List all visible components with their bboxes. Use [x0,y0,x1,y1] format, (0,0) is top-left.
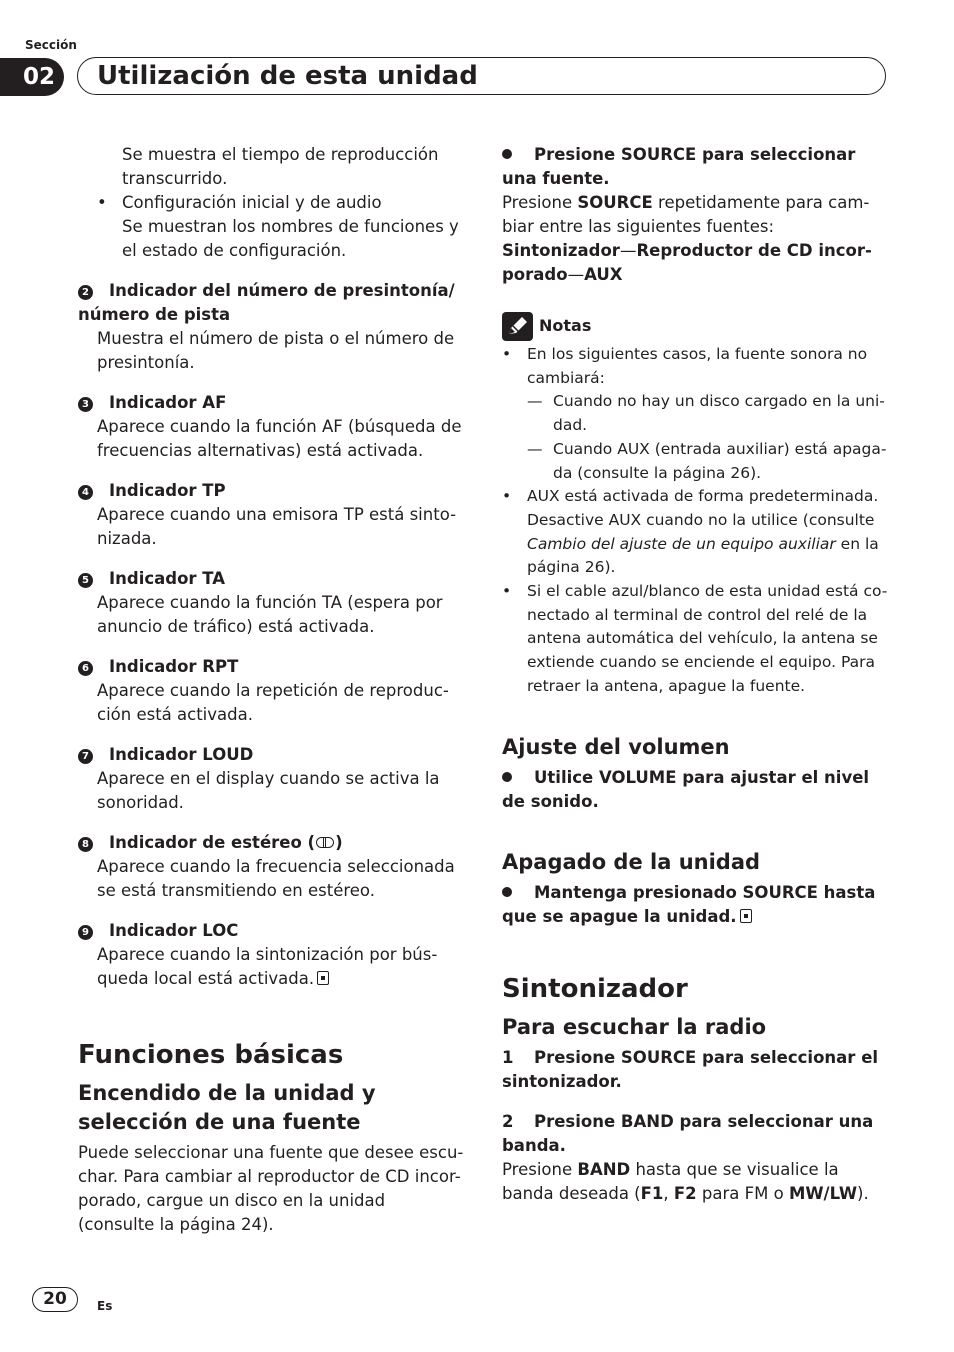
number-9-icon: 9 [78,925,93,940]
indicator-3-text: Aparece cuando la función AF (búsqueda de frecuencias alternativas) está activada. [97,417,462,460]
number-4-icon: 4 [78,485,93,500]
number-7-icon: 7 [78,749,93,764]
tuner-heading: Sintonizador [502,973,688,1004]
bullet-text: Se muestran los nombres de funciones y el estado de configuración. [122,217,459,260]
indicator-4-text: Aparece cuando una emisora TP está sinto-nizada. [97,505,457,548]
note-dash-item: — Cuando AUX (entrada auxiliar) está apaga-da (consulte la página 26). [527,439,887,482]
indicator-8-text: Aparece cuando la frecuencia seleccionada se está transmitiendo en estéreo. [97,857,455,900]
end-mark-icon [740,909,752,923]
tuner-step-2: 2 Presione BAND para seleccionar una banda. [502,1111,874,1155]
bullet-title: Configuración inicial y de audio [122,193,382,212]
number-6-icon: 6 [78,661,93,676]
stereo-icon [316,837,334,848]
basic-functions-heading: Funciones básicas [78,1040,344,1070]
indicator-6-text: Aparece cuando la repetición de reproduc-ción está activada. [97,681,449,724]
indicator-5-text: Aparece cuando la función TA (espera por anuncio de tráfico) está activada. [97,593,443,636]
source-text: Presione SOURCE repetidamente para cam-biar entre las siguientes fuentes: [502,193,870,236]
listen-radio-subheading: Para escuchar la radio [502,1014,767,1039]
section-label: Sección [25,38,77,52]
indicator-4-title: 4 Indicador TP [78,479,466,503]
left-column [78,143,466,1237]
bullet-dot-icon [502,887,512,897]
indicator-2-title: 2 Indicador del número de presintonía/ número de pista [78,281,455,324]
end-mark-icon [317,971,329,985]
note-item: • Si el cable azul/blanco de esta unidad está co-nectado al terminal de control del relé de la antena automática del vehículo, la antena se extiende cuando se enciende el equipo. Para retraer la antena, apague la fuente. [502,582,888,695]
source-step: Presione SOURCE para seleccionar una fuente. [502,145,856,188]
note-item: • En los siguientes casos, la fuente sonora no cambiará: [502,345,868,387]
note-item: • AUX está activada de forma predeterminada. Desactive AUX cuando no la utilice (consulte Cambio del ajuste de un equipo auxiliar en la página 26). [502,487,879,577]
power-on-subheading: Encendido de la unidad y selección de una fuente [78,1081,376,1134]
bullet-dot-icon [502,772,512,782]
indicator-7-text: Aparece en el display cuando se activa la sonoridad. [97,769,440,812]
note-dash-item: — Cuando no hay un disco cargado en la uni-dad. [527,392,885,435]
indicator-6-title: 6 Indicador RPT [78,655,466,679]
bullet-dot-icon [502,149,512,159]
indicator-5-title: 5 Indicador TA [78,567,466,591]
intro-bullet [78,191,466,263]
page-number: 20 [32,1287,78,1312]
indicator-2-text: Muestra el número de pista o el número de presintonía. [97,329,455,372]
indicator-7-title: 7 Indicador LOUD [78,743,466,767]
indicator-3-title: 3 Indicador AF [78,391,466,415]
number-5-icon: 5 [78,573,93,588]
bullet-marker: • [97,193,107,212]
source-list: Sintonizador—Reproductor de CD incor-porado—AUX [502,241,872,284]
pencil-note-icon [502,312,533,341]
indicator-9-text: Aparece cuando la sintonización por bús-queda local está activada. [97,945,438,988]
power-on-body: Puede seleccionar una fuente que desee escu-char. Para cambiar al reproductor de CD incor-porado, cargue un disco en la unidad (consulte la página 24). [78,1143,464,1234]
intro-text: Se muestra el tiempo de reproducción transcurrido. [122,145,439,188]
power-off-step: Mantenga presionado SOURCE hasta que se apague la unidad. [502,882,876,926]
section-number-badge: 02 [0,58,64,96]
volume-heading: Ajuste del volumen [502,734,730,759]
power-off-heading: Apagado de la unidad [502,849,761,874]
band-text: Presione BAND hasta que se visualice la banda deseada (F1, F2 para FM o MW/LW). [502,1159,869,1203]
volume-step: Utilice VOLUME para ajustar el nivel de sonido. [502,767,870,811]
tuner-step-1: 1 Presione SOURCE para seleccionar el sintonizador. [502,1047,879,1091]
notes-list [502,343,890,699]
indicator-8-title: 8 Indicador de estéreo ( ) [78,831,466,855]
number-8-icon: 8 [78,837,93,852]
language-code: Es [97,1299,113,1313]
page-title: Utilización de esta unidad [97,61,478,91]
number-3-icon: 3 [78,397,93,412]
notes-title: Notas [502,309,890,343]
indicator-9-title: 9 Indicador LOC [78,919,466,943]
right-column [502,143,890,1206]
number-2-icon: 2 [78,285,93,300]
